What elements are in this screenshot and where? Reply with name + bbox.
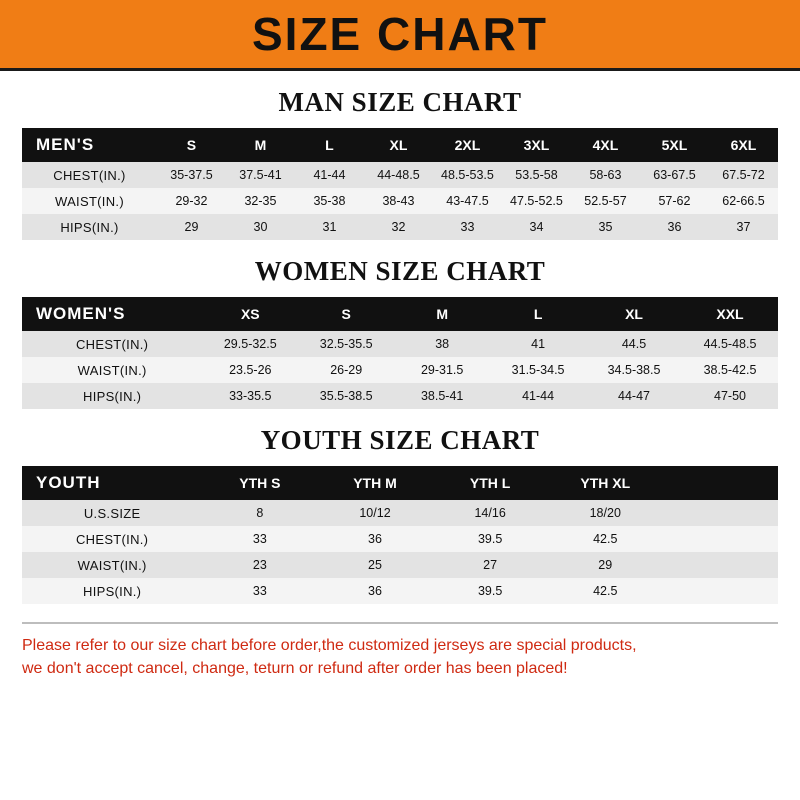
footer-disclaimer <box>22 622 778 680</box>
men-hips-5xl: 36 <box>640 214 709 240</box>
women-waist-xl: 34.5-38.5 <box>586 357 682 383</box>
women-col-m: M <box>394 297 490 331</box>
women-row-label-chest: CHEST(IN.) <box>22 331 202 357</box>
men-col-l: L <box>295 128 364 162</box>
women-size-table <box>22 297 778 409</box>
men-hips-3xl: 34 <box>502 214 571 240</box>
youth-label-header: YOUTH <box>22 466 202 500</box>
men-col-m: M <box>226 128 295 162</box>
men-col-2xl: 2XL <box>433 128 502 162</box>
youth-row-label-ussize: U.S.SIZE <box>22 500 202 526</box>
youth-col-m: YTH M <box>317 466 432 500</box>
table-row <box>22 162 778 188</box>
youth-ussize-l: 14/16 <box>433 500 548 526</box>
table-row <box>22 331 778 357</box>
men-row-label-waist: WAIST(IN.) <box>22 188 157 214</box>
women-chest-xxl: 44.5-48.5 <box>682 331 778 357</box>
youth-chest-s: 33 <box>202 526 317 552</box>
men-table-head <box>22 128 778 162</box>
women-waist-l: 31.5-34.5 <box>490 357 586 383</box>
chart-content <box>0 87 800 680</box>
men-row-label-chest: CHEST(IN.) <box>22 162 157 188</box>
youth-table-head <box>22 466 778 500</box>
women-hips-xxl: 47-50 <box>682 383 778 409</box>
youth-col-xl: YTH XL <box>548 466 663 500</box>
youth-waist-m: 25 <box>317 552 432 578</box>
women-waist-s: 26-29 <box>298 357 394 383</box>
youth-hips-m: 36 <box>317 578 432 604</box>
men-hips-4xl: 35 <box>571 214 640 240</box>
men-waist-6xl: 62-66.5 <box>709 188 778 214</box>
youth-hips-l: 39.5 <box>433 578 548 604</box>
youth-row-label-chest: CHEST(IN.) <box>22 526 202 552</box>
footer-line-2: we don't accept cancel, change, teturn or refund after order has been placed! <box>22 660 568 678</box>
men-waist-s: 29-32 <box>157 188 226 214</box>
men-hips-6xl: 37 <box>709 214 778 240</box>
men-row-label-hips: HIPS(IN.) <box>22 214 157 240</box>
women-hips-m: 38.5-41 <box>394 383 490 409</box>
men-chest-l: 41-44 <box>295 162 364 188</box>
men-chest-s: 35-37.5 <box>157 162 226 188</box>
youth-hips-s: 33 <box>202 578 317 604</box>
youth-ussize-m: 10/12 <box>317 500 432 526</box>
women-chest-l: 41 <box>490 331 586 357</box>
men-chest-4xl: 58-63 <box>571 162 640 188</box>
men-chest-m: 37.5-41 <box>226 162 295 188</box>
women-table-body <box>22 331 778 409</box>
youth-chest-xl: 42.5 <box>548 526 663 552</box>
men-chest-xl: 44-48.5 <box>364 162 433 188</box>
women-hips-xs: 33-35.5 <box>202 383 298 409</box>
table-row <box>22 552 778 578</box>
youth-ussize-s: 8 <box>202 500 317 526</box>
youth-hips-empty <box>663 578 778 604</box>
men-col-5xl: 5XL <box>640 128 709 162</box>
men-chest-5xl: 63-67.5 <box>640 162 709 188</box>
youth-size-table <box>22 466 778 604</box>
women-col-l: L <box>490 297 586 331</box>
youth-col-empty <box>663 466 778 500</box>
men-chest-6xl: 67.5-72 <box>709 162 778 188</box>
youth-col-s: YTH S <box>202 466 317 500</box>
table-row <box>22 578 778 604</box>
youth-col-l: YTH L <box>433 466 548 500</box>
youth-chest-empty <box>663 526 778 552</box>
women-chest-m: 38 <box>394 331 490 357</box>
youth-waist-s: 23 <box>202 552 317 578</box>
table-row <box>22 383 778 409</box>
table-row <box>22 500 778 526</box>
women-col-xxl: XXL <box>682 297 778 331</box>
men-hips-s: 29 <box>157 214 226 240</box>
women-waist-m: 29-31.5 <box>394 357 490 383</box>
women-chest-xl: 44.5 <box>586 331 682 357</box>
men-chest-2xl: 48.5-53.5 <box>433 162 502 188</box>
youth-waist-xl: 29 <box>548 552 663 578</box>
section-youth <box>22 425 778 604</box>
men-waist-xl: 38-43 <box>364 188 433 214</box>
women-table-head <box>22 297 778 331</box>
youth-row-label-hips: HIPS(IN.) <box>22 578 202 604</box>
men-col-6xl: 6XL <box>709 128 778 162</box>
table-header-row <box>22 297 778 331</box>
men-label-header: MEN'S <box>22 128 157 162</box>
youth-row-label-waist: WAIST(IN.) <box>22 552 202 578</box>
women-waist-xs: 23.5-26 <box>202 357 298 383</box>
men-table-body <box>22 162 778 240</box>
women-row-label-hips: HIPS(IN.) <box>22 383 202 409</box>
section-title-man: MAN SIZE CHART <box>278 87 522 117</box>
men-waist-2xl: 43-47.5 <box>433 188 502 214</box>
women-hips-xl: 44-47 <box>586 383 682 409</box>
men-col-s: S <box>157 128 226 162</box>
youth-chest-l: 39.5 <box>433 526 548 552</box>
footer-line-1: Please refer to our size chart before order,the customized jerseys are special products, <box>22 637 637 654</box>
table-row <box>22 188 778 214</box>
women-col-xs: XS <box>202 297 298 331</box>
men-hips-xl: 32 <box>364 214 433 240</box>
women-col-s: S <box>298 297 394 331</box>
men-waist-5xl: 57-62 <box>640 188 709 214</box>
men-waist-4xl: 52.5-57 <box>571 188 640 214</box>
table-row <box>22 526 778 552</box>
table-header-row <box>22 128 778 162</box>
table-row <box>22 214 778 240</box>
women-chest-xs: 29.5-32.5 <box>202 331 298 357</box>
youth-waist-l: 27 <box>433 552 548 578</box>
men-hips-l: 31 <box>295 214 364 240</box>
section-man <box>22 87 778 240</box>
men-col-3xl: 3XL <box>502 128 571 162</box>
men-waist-3xl: 47.5-52.5 <box>502 188 571 214</box>
women-chest-s: 32.5-35.5 <box>298 331 394 357</box>
youth-hips-xl: 42.5 <box>548 578 663 604</box>
youth-ussize-xl: 18/20 <box>548 500 663 526</box>
women-col-xl: XL <box>586 297 682 331</box>
men-hips-m: 30 <box>226 214 295 240</box>
men-size-table <box>22 128 778 240</box>
women-row-label-waist: WAIST(IN.) <box>22 357 202 383</box>
page-title: SIZE CHART <box>252 8 548 60</box>
women-label-header: WOMEN'S <box>22 297 202 331</box>
youth-table-body <box>22 500 778 604</box>
youth-chest-m: 36 <box>317 526 432 552</box>
section-title-women: WOMEN SIZE CHART <box>254 256 546 286</box>
women-hips-s: 35.5-38.5 <box>298 383 394 409</box>
section-women <box>22 256 778 409</box>
women-waist-xxl: 38.5-42.5 <box>682 357 778 383</box>
men-waist-m: 32-35 <box>226 188 295 214</box>
youth-ussize-empty <box>663 500 778 526</box>
men-col-4xl: 4XL <box>571 128 640 162</box>
women-hips-l: 41-44 <box>490 383 586 409</box>
men-chest-3xl: 53.5-58 <box>502 162 571 188</box>
men-hips-2xl: 33 <box>433 214 502 240</box>
youth-waist-empty <box>663 552 778 578</box>
section-title-youth: YOUTH SIZE CHART <box>260 425 540 455</box>
men-waist-l: 35-38 <box>295 188 364 214</box>
table-row <box>22 357 778 383</box>
table-header-row <box>22 466 778 500</box>
men-col-xl: XL <box>364 128 433 162</box>
page-banner <box>0 0 800 71</box>
